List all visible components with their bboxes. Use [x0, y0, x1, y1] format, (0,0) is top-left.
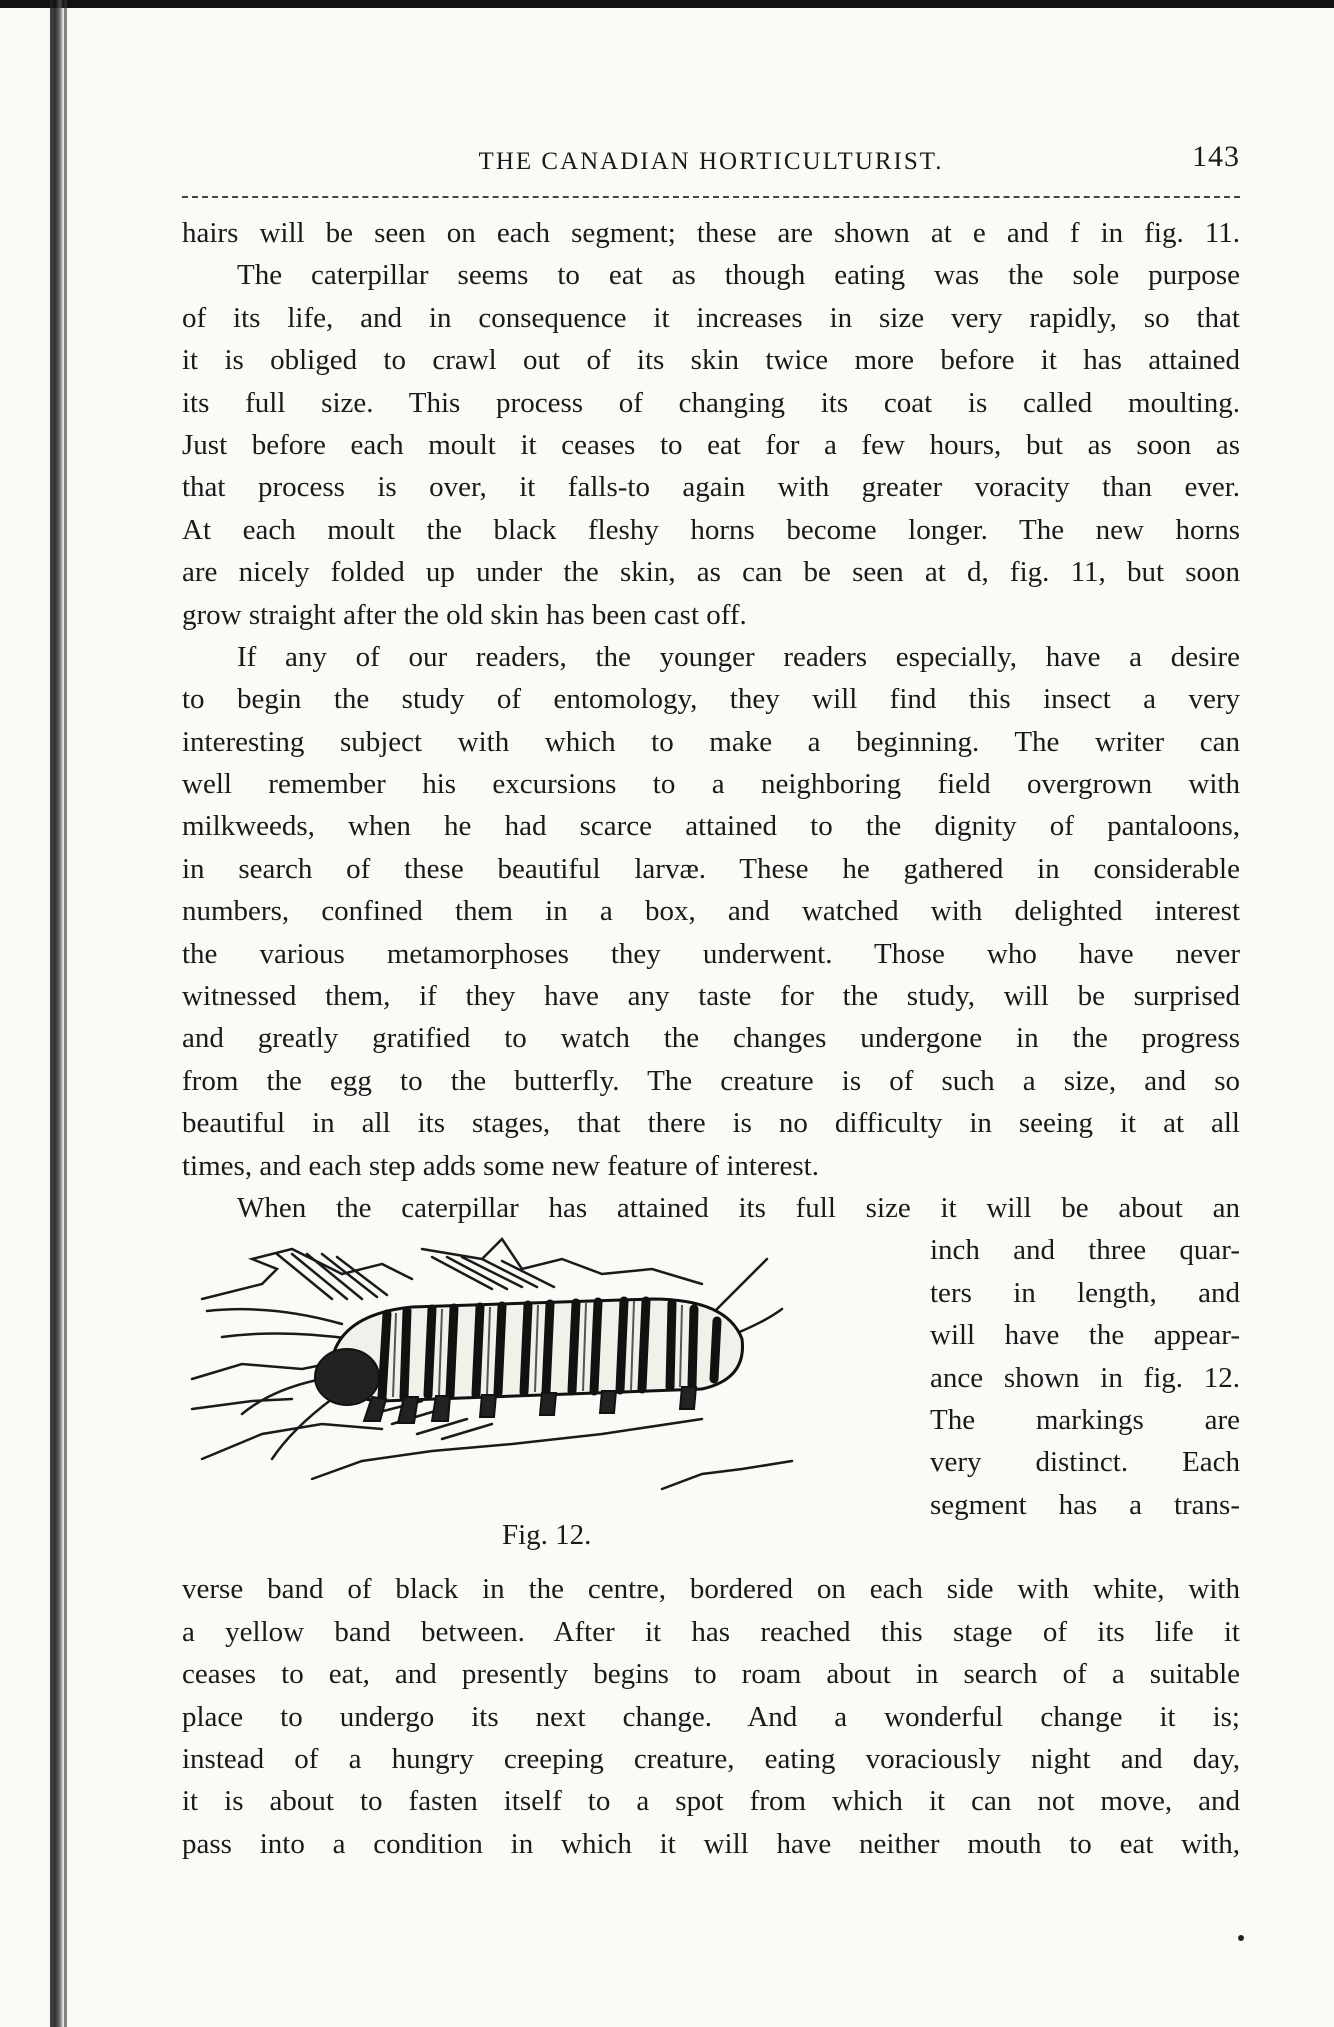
text-line: from the egg to the butterfly. The creature is of such a size, and so [182, 1064, 1240, 1097]
text-line: it is about to fasten itself to a spot from which it can not move, and [182, 1785, 1240, 1818]
text-line: times, and each step adds some new feature of interest. [182, 1149, 819, 1182]
text-line: instead of a hungry creeping creature, eating voraciously night and day, [182, 1742, 1240, 1775]
text-line: numbers, confined them in a box, and watched with delighted interest [182, 895, 1240, 928]
running-title: THE CANADIAN HORTICULTURIST. [478, 148, 944, 175]
text-line: If any of our readers, the younger readers especially, have a desire [237, 640, 1240, 673]
text-line: in search of these beautiful larvæ. These he gathered in considerable [182, 852, 1240, 885]
book-spine-shadow [50, 0, 64, 2027]
text-line: well remember his excursions to a neighboring field overgrown with [182, 768, 1240, 801]
text-line: and greatly gratified to watch the changes undergone in the progress [182, 1022, 1240, 1055]
text-line: a yellow band between. After it has reached this stage of its life it [182, 1615, 1240, 1648]
text-line: that process is over, it falls-to again with greater voracity than ever. [182, 471, 1240, 504]
caterpillar-illustration [182, 1229, 922, 1568]
running-header [182, 140, 1240, 184]
text-line: to begin the study of entomology, they will find this insect a very [182, 683, 1240, 716]
figure-side-text [930, 1229, 1240, 1526]
text-line: inch and three quar- [930, 1234, 1240, 1267]
text-line: verse band of black in the centre, bordered on each side with white, with [182, 1573, 1240, 1606]
caterpillar-engraving-icon [182, 1229, 922, 1529]
text-line: grow straight after the old skin has been cast off. [182, 598, 747, 631]
page-number: 143 [1192, 140, 1240, 173]
text-line: The markings are [930, 1403, 1240, 1436]
text-line: of its life, and in consequence it increases in size very rapidly, so that [182, 301, 1240, 334]
page-top-edge [0, 0, 1334, 8]
book-spine-edge [64, 0, 67, 2027]
text-line: beautiful in all its stages, that there is no difficulty in seeing it at all [182, 1107, 1240, 1140]
text-line: ance shown in fig. 12. [930, 1361, 1240, 1394]
text-line: pass into a condition in which it will have neither mouth to eat with, [182, 1827, 1240, 1860]
text-line: ters in length, and [930, 1276, 1240, 1309]
header-rule [182, 196, 1240, 198]
text-line: will have the appear- [930, 1319, 1240, 1352]
text-line: ceases to eat, and presently begins to roam about in search of a suitable [182, 1658, 1240, 1691]
text-line: At each moult the black fleshy horns become longer. The new horns [182, 513, 1240, 546]
text-line: When the caterpillar has attained its full size it will be about an [237, 1191, 1240, 1224]
text-line: segment has a trans- [930, 1488, 1240, 1521]
text-line: witnessed them, if they have any taste for the study, will be surprised [182, 980, 1240, 1013]
text-line: interesting subject with which to make a beginning. The writer can [182, 725, 1240, 758]
text-line: place to undergo its next change. And a wonderful change it is; [182, 1700, 1240, 1733]
text-line: the various metamorphoses they underwent. Those who have never [182, 937, 1240, 970]
text-line: hairs will be seen on each segment; these are shown at e and f in fig. 11. [182, 217, 1240, 249]
ink-speck [1238, 1935, 1244, 1941]
text-line: are nicely folded up under the skin, as can be seen at d, fig. 11, but soon [182, 556, 1240, 589]
text-line: Just before each moult it ceases to eat for a few hours, but as soon as [182, 428, 1240, 461]
text-line: it is obliged to crawl out of its skin twice more before it has attained [182, 344, 1240, 377]
text-line: milkweeds, when he had scarce attained to the dignity of pantaloons, [182, 810, 1240, 843]
text-line: its full size. This process of changing its coat is called moulting. [182, 386, 1240, 419]
article-body [182, 212, 1240, 1865]
text-line: very distinct. Each [930, 1446, 1240, 1479]
figure-12-block [182, 1229, 1240, 1568]
figure-caption: Fig. 12. [502, 1519, 592, 1552]
text-line: The caterpillar seems to eat as though eating was the sole purpose [237, 259, 1240, 292]
